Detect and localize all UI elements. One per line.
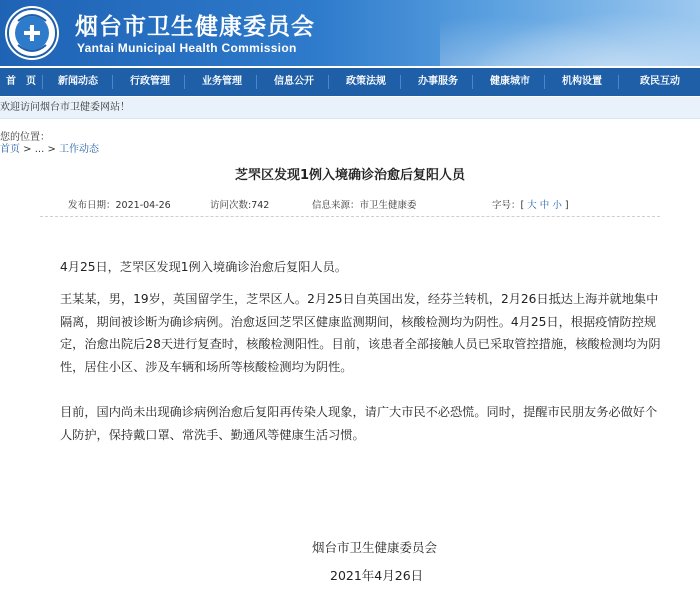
info-source-label: 信息来源： (312, 200, 360, 211)
welcome-bar (0, 97, 700, 119)
nav-item-administration[interactable]: 行政管理 (130, 76, 170, 87)
meta-divider (40, 216, 660, 217)
font-size-label: 字号： (492, 200, 521, 211)
breadcrumb (0, 140, 99, 155)
view-count-label: 访问次数: (210, 200, 252, 211)
nav-item-news[interactable]: 新闻动态 (58, 76, 98, 87)
article-sign-date: 2021年4月26日 (330, 568, 424, 583)
nav-divider (618, 75, 619, 89)
nav-item-disclosure[interactable]: 信息公开 (274, 76, 314, 87)
nav-divider (184, 75, 185, 89)
font-size-control (492, 197, 569, 211)
info-source-value: 市卫生健康委 (359, 200, 417, 211)
nav-item-services[interactable]: 办事服务 (418, 76, 458, 87)
font-size-bracket-close: ] (561, 200, 569, 211)
breadcrumb-separator: > ... > (20, 144, 60, 155)
nav-item-interaction[interactable]: 政民互动 (640, 76, 680, 87)
article-paragraph (60, 401, 665, 446)
breadcrumb-current-link[interactable]: 工作动态 (59, 144, 100, 155)
nav-divider (42, 75, 43, 89)
health-commission-emblem-icon[interactable] (4, 5, 60, 61)
nav-divider (328, 75, 329, 89)
paragraph-text: 4月25日，芝罘区发现1例入境确诊治愈后复阳人员。 (60, 260, 347, 274)
paragraph-text: 目前，国内尚未出现确诊病例治愈后复阳再传染人现象，请广大市民不必恐慌。同时，提醒市民朋友务必做好个人防护，保持戴口罩、常洗手、勤通风等健康生活习惯。 (60, 405, 658, 442)
nav-item-healthy-city[interactable]: 健康城市 (490, 76, 530, 87)
view-count (210, 197, 269, 211)
location-label: 您的位置： (0, 132, 50, 143)
font-size-medium-link[interactable]: 中 (539, 200, 550, 211)
view-count-value: 742 (251, 200, 270, 211)
article-paragraph (60, 288, 665, 378)
nav-divider (112, 75, 113, 89)
nav-divider (256, 75, 257, 89)
site-title: 烟台市卫生健康委员会 (75, 14, 315, 40)
site-header (0, 0, 700, 66)
main-nav (0, 68, 700, 96)
nav-item-business[interactable]: 业务管理 (202, 76, 242, 87)
nav-divider (472, 75, 473, 89)
paragraph-text: 王某某，男，19岁，英国留学生，芝罘区人。2月25日自英国出发，经芬兰转机，2月26日抵达上海并就地集中隔离，期间被诊断为确诊病例。治愈返回芝罘区健康监测期间，核酸检测均为阴性。4月25日，根据疫情防控规定，治愈出院后28天进行复查时，核酸检测阳性。目前，该患者全部接触人员已采取管控措施，核酸检测均为阴性，居住小区、涉及车辆和场所等核酸检测均为阴性。 (60, 292, 661, 374)
publish-date (68, 197, 171, 211)
header-decoration (440, 0, 700, 66)
nav-item-policy[interactable]: 政策法规 (346, 76, 386, 87)
nav-divider (544, 75, 545, 89)
article-paragraph (60, 256, 665, 279)
font-size-bracket-open: [ (520, 200, 528, 211)
article-title: 芝罘区发现1例入境确诊治愈后复阳人员 (234, 168, 466, 183)
font-size-small-link[interactable]: 小 (552, 200, 562, 211)
article-signature: 烟台市卫生健康委员会 (312, 540, 438, 555)
nav-item-organization[interactable]: 机构设置 (562, 76, 602, 87)
publish-date-value: 2021-04-26 (115, 200, 171, 211)
publish-date-label: 发布日期： (68, 200, 116, 211)
info-source (312, 197, 417, 211)
nav-item-home[interactable]: 首 页 (6, 76, 36, 87)
nav-divider (400, 75, 401, 89)
breadcrumb-home-link[interactable]: 首页 (0, 144, 20, 155)
font-size-large-link[interactable]: 大 (527, 200, 537, 211)
welcome-text: 欢迎访问烟台市卫健委网站！ (0, 102, 130, 113)
site-subtitle: Yantai Municipal Health Commission (77, 41, 297, 55)
